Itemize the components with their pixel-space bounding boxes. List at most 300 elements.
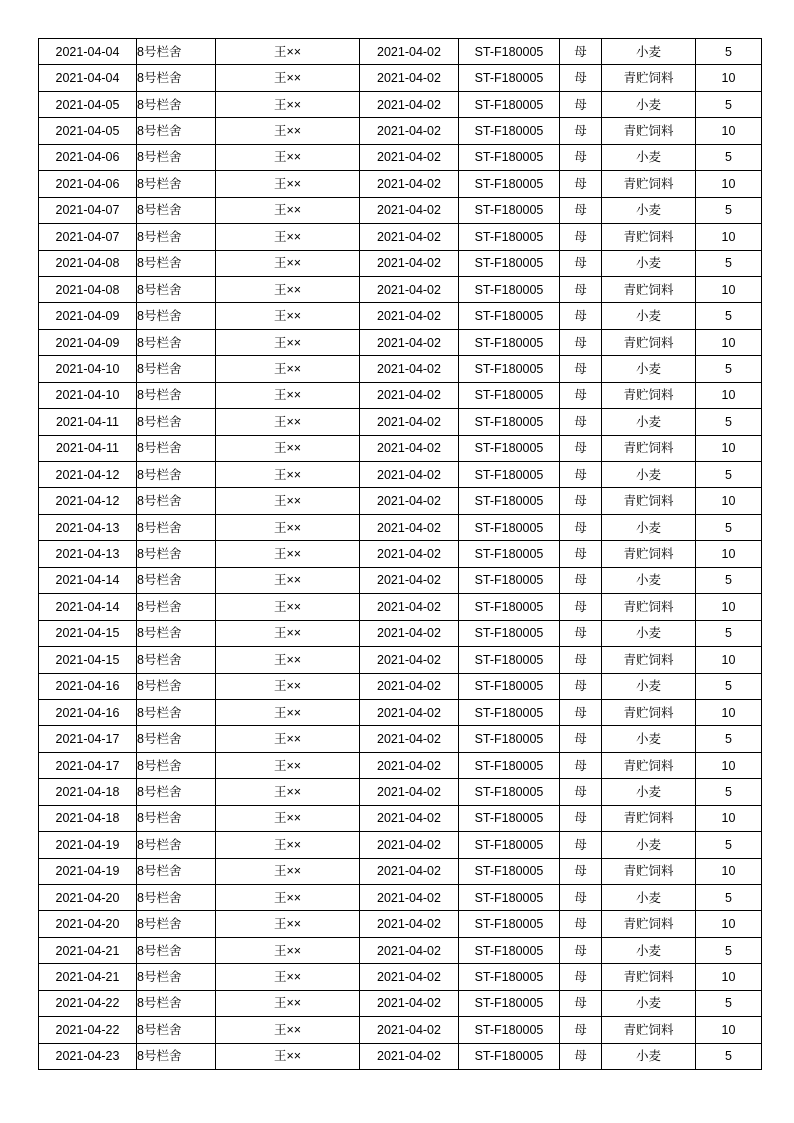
cell-date: 2021-04-13 [39, 541, 137, 567]
cell-date-2: 2021-04-02 [360, 937, 459, 963]
cell-sex: 母 [560, 329, 602, 355]
cell-date: 2021-04-09 [39, 303, 137, 329]
cell-person: 王×× [216, 673, 360, 699]
cell-animal-code: ST-F180005 [459, 885, 560, 911]
cell-date-2: 2021-04-02 [360, 541, 459, 567]
cell-animal-code: ST-F180005 [459, 699, 560, 725]
cell-person: 王×× [216, 620, 360, 646]
cell-date-2: 2021-04-02 [360, 144, 459, 170]
table-row [39, 197, 762, 223]
cell-person: 王×× [216, 858, 360, 884]
cell-feed-type: 青贮饲料 [602, 541, 696, 567]
cell-date: 2021-04-12 [39, 462, 137, 488]
cell-date: 2021-04-14 [39, 594, 137, 620]
cell-pen: 8号栏舍 [137, 303, 216, 329]
cell-animal-code: ST-F180005 [459, 964, 560, 990]
cell-feed-type: 小麦 [602, 885, 696, 911]
cell-pen: 8号栏舍 [137, 514, 216, 540]
cell-person: 王×× [216, 937, 360, 963]
table-row [39, 144, 762, 170]
cell-date: 2021-04-18 [39, 779, 137, 805]
table-body [39, 39, 762, 1070]
table-row [39, 171, 762, 197]
cell-animal-code: ST-F180005 [459, 594, 560, 620]
cell-sex: 母 [560, 647, 602, 673]
cell-date: 2021-04-20 [39, 911, 137, 937]
cell-sex: 母 [560, 594, 602, 620]
cell-animal-code: ST-F180005 [459, 462, 560, 488]
cell-sex: 母 [560, 779, 602, 805]
cell-pen: 8号栏舍 [137, 1017, 216, 1043]
cell-date-2: 2021-04-02 [360, 224, 459, 250]
cell-sex: 母 [560, 197, 602, 223]
cell-date-2: 2021-04-02 [360, 1043, 459, 1069]
cell-quantity: 10 [696, 647, 762, 673]
cell-feed-type: 小麦 [602, 91, 696, 117]
cell-date-2: 2021-04-02 [360, 356, 459, 382]
cell-feed-type: 青贮饲料 [602, 224, 696, 250]
cell-sex: 母 [560, 699, 602, 725]
cell-feed-type: 青贮饲料 [602, 65, 696, 91]
cell-pen: 8号栏舍 [137, 673, 216, 699]
cell-animal-code: ST-F180005 [459, 39, 560, 65]
cell-pen: 8号栏舍 [137, 382, 216, 408]
cell-sex: 母 [560, 276, 602, 302]
table-row [39, 541, 762, 567]
cell-date-2: 2021-04-02 [360, 171, 459, 197]
cell-date-2: 2021-04-02 [360, 488, 459, 514]
cell-person: 王×× [216, 409, 360, 435]
cell-date-2: 2021-04-02 [360, 832, 459, 858]
cell-person: 王×× [216, 91, 360, 117]
cell-feed-type: 小麦 [602, 250, 696, 276]
cell-pen: 8号栏舍 [137, 937, 216, 963]
cell-feed-type: 青贮饲料 [602, 118, 696, 144]
table-row [39, 91, 762, 117]
cell-person: 王×× [216, 885, 360, 911]
cell-date: 2021-04-06 [39, 171, 137, 197]
cell-date-2: 2021-04-02 [360, 885, 459, 911]
cell-pen: 8号栏舍 [137, 964, 216, 990]
cell-sex: 母 [560, 832, 602, 858]
cell-animal-code: ST-F180005 [459, 224, 560, 250]
cell-pen: 8号栏舍 [137, 91, 216, 117]
cell-person: 王×× [216, 39, 360, 65]
cell-date-2: 2021-04-02 [360, 382, 459, 408]
cell-feed-type: 小麦 [602, 197, 696, 223]
cell-date: 2021-04-04 [39, 65, 137, 91]
cell-quantity: 10 [696, 699, 762, 725]
cell-date-2: 2021-04-02 [360, 39, 459, 65]
cell-date-2: 2021-04-02 [360, 620, 459, 646]
cell-animal-code: ST-F180005 [459, 911, 560, 937]
cell-feed-type: 青贮饲料 [602, 805, 696, 831]
cell-pen: 8号栏舍 [137, 779, 216, 805]
cell-feed-type: 小麦 [602, 1043, 696, 1069]
cell-date-2: 2021-04-02 [360, 594, 459, 620]
cell-person: 王×× [216, 488, 360, 514]
table-row [39, 435, 762, 461]
cell-animal-code: ST-F180005 [459, 541, 560, 567]
cell-feed-type: 小麦 [602, 144, 696, 170]
cell-person: 王×× [216, 1043, 360, 1069]
cell-date-2: 2021-04-02 [360, 409, 459, 435]
cell-animal-code: ST-F180005 [459, 382, 560, 408]
cell-feed-type: 青贮饲料 [602, 276, 696, 302]
cell-sex: 母 [560, 118, 602, 144]
cell-feed-type: 青贮饲料 [602, 382, 696, 408]
table-row [39, 726, 762, 752]
cell-feed-type: 青贮饲料 [602, 1017, 696, 1043]
cell-pen: 8号栏舍 [137, 356, 216, 382]
cell-animal-code: ST-F180005 [459, 1043, 560, 1069]
cell-person: 王×× [216, 990, 360, 1016]
cell-animal-code: ST-F180005 [459, 65, 560, 91]
cell-feed-type: 青贮饲料 [602, 329, 696, 355]
cell-feed-type: 小麦 [602, 990, 696, 1016]
cell-quantity: 10 [696, 171, 762, 197]
cell-quantity: 10 [696, 964, 762, 990]
cell-quantity: 5 [696, 990, 762, 1016]
cell-animal-code: ST-F180005 [459, 250, 560, 276]
cell-date-2: 2021-04-02 [360, 91, 459, 117]
cell-person: 王×× [216, 382, 360, 408]
cell-pen: 8号栏舍 [137, 144, 216, 170]
cell-animal-code: ST-F180005 [459, 435, 560, 461]
cell-quantity: 5 [696, 514, 762, 540]
cell-sex: 母 [560, 752, 602, 778]
cell-sex: 母 [560, 726, 602, 752]
cell-quantity: 5 [696, 409, 762, 435]
cell-quantity: 5 [696, 144, 762, 170]
cell-sex: 母 [560, 937, 602, 963]
cell-date-2: 2021-04-02 [360, 567, 459, 593]
cell-pen: 8号栏舍 [137, 329, 216, 355]
cell-person: 王×× [216, 1017, 360, 1043]
cell-animal-code: ST-F180005 [459, 356, 560, 382]
cell-person: 王×× [216, 171, 360, 197]
feeding-record-table [38, 38, 762, 1070]
cell-date: 2021-04-10 [39, 382, 137, 408]
cell-date-2: 2021-04-02 [360, 858, 459, 884]
cell-sex: 母 [560, 250, 602, 276]
cell-quantity: 10 [696, 435, 762, 461]
cell-person: 王×× [216, 462, 360, 488]
cell-date: 2021-04-12 [39, 488, 137, 514]
cell-sex: 母 [560, 620, 602, 646]
table-row [39, 964, 762, 990]
table-row [39, 409, 762, 435]
cell-date-2: 2021-04-02 [360, 276, 459, 302]
table-row [39, 647, 762, 673]
cell-sex: 母 [560, 858, 602, 884]
cell-date: 2021-04-21 [39, 964, 137, 990]
cell-date: 2021-04-20 [39, 885, 137, 911]
cell-date: 2021-04-17 [39, 752, 137, 778]
cell-quantity: 5 [696, 39, 762, 65]
cell-quantity: 10 [696, 65, 762, 91]
cell-date: 2021-04-18 [39, 805, 137, 831]
cell-date-2: 2021-04-02 [360, 805, 459, 831]
cell-person: 王×× [216, 541, 360, 567]
cell-feed-type: 青贮饲料 [602, 964, 696, 990]
cell-sex: 母 [560, 541, 602, 567]
cell-animal-code: ST-F180005 [459, 673, 560, 699]
cell-date-2: 2021-04-02 [360, 726, 459, 752]
cell-date-2: 2021-04-02 [360, 699, 459, 725]
cell-feed-type: 小麦 [602, 726, 696, 752]
cell-sex: 母 [560, 990, 602, 1016]
cell-quantity: 5 [696, 250, 762, 276]
cell-quantity: 5 [696, 937, 762, 963]
cell-sex: 母 [560, 303, 602, 329]
cell-quantity: 10 [696, 329, 762, 355]
cell-animal-code: ST-F180005 [459, 303, 560, 329]
cell-feed-type: 青贮饲料 [602, 752, 696, 778]
cell-quantity: 5 [696, 1043, 762, 1069]
cell-date-2: 2021-04-02 [360, 779, 459, 805]
cell-animal-code: ST-F180005 [459, 91, 560, 117]
cell-quantity: 5 [696, 673, 762, 699]
cell-date-2: 2021-04-02 [360, 329, 459, 355]
cell-animal-code: ST-F180005 [459, 409, 560, 435]
cell-pen: 8号栏舍 [137, 805, 216, 831]
cell-date: 2021-04-09 [39, 329, 137, 355]
cell-person: 王×× [216, 118, 360, 144]
table-row [39, 1043, 762, 1069]
cell-sex: 母 [560, 39, 602, 65]
cell-quantity: 10 [696, 224, 762, 250]
cell-feed-type: 小麦 [602, 514, 696, 540]
cell-date-2: 2021-04-02 [360, 990, 459, 1016]
cell-animal-code: ST-F180005 [459, 171, 560, 197]
cell-pen: 8号栏舍 [137, 567, 216, 593]
table-row [39, 937, 762, 963]
cell-person: 王×× [216, 514, 360, 540]
cell-animal-code: ST-F180005 [459, 805, 560, 831]
table-row [39, 567, 762, 593]
cell-feed-type: 青贮饲料 [602, 911, 696, 937]
table-row [39, 303, 762, 329]
cell-person: 王×× [216, 435, 360, 461]
cell-feed-type: 青贮饲料 [602, 699, 696, 725]
table-row [39, 276, 762, 302]
cell-date-2: 2021-04-02 [360, 1017, 459, 1043]
cell-pen: 8号栏舍 [137, 118, 216, 144]
cell-feed-type: 小麦 [602, 620, 696, 646]
cell-quantity: 5 [696, 356, 762, 382]
cell-sex: 母 [560, 65, 602, 91]
cell-person: 王×× [216, 567, 360, 593]
cell-quantity: 10 [696, 911, 762, 937]
cell-pen: 8号栏舍 [137, 541, 216, 567]
cell-animal-code: ST-F180005 [459, 647, 560, 673]
cell-person: 王×× [216, 303, 360, 329]
table-row [39, 673, 762, 699]
cell-date-2: 2021-04-02 [360, 250, 459, 276]
table-row [39, 514, 762, 540]
cell-feed-type: 小麦 [602, 39, 696, 65]
cell-quantity: 10 [696, 276, 762, 302]
table-row [39, 250, 762, 276]
cell-date-2: 2021-04-02 [360, 514, 459, 540]
cell-quantity: 5 [696, 620, 762, 646]
cell-animal-code: ST-F180005 [459, 937, 560, 963]
cell-quantity: 5 [696, 832, 762, 858]
cell-date: 2021-04-11 [39, 435, 137, 461]
cell-animal-code: ST-F180005 [459, 118, 560, 144]
cell-person: 王×× [216, 65, 360, 91]
cell-quantity: 10 [696, 118, 762, 144]
cell-sex: 母 [560, 673, 602, 699]
cell-pen: 8号栏舍 [137, 620, 216, 646]
cell-sex: 母 [560, 409, 602, 435]
cell-date: 2021-04-15 [39, 620, 137, 646]
cell-person: 王×× [216, 329, 360, 355]
cell-date: 2021-04-19 [39, 832, 137, 858]
cell-pen: 8号栏舍 [137, 1043, 216, 1069]
cell-sex: 母 [560, 462, 602, 488]
cell-pen: 8号栏舍 [137, 726, 216, 752]
cell-pen: 8号栏舍 [137, 250, 216, 276]
cell-date-2: 2021-04-02 [360, 964, 459, 990]
cell-pen: 8号栏舍 [137, 858, 216, 884]
cell-feed-type: 小麦 [602, 462, 696, 488]
cell-quantity: 5 [696, 567, 762, 593]
cell-feed-type: 小麦 [602, 937, 696, 963]
table-row [39, 805, 762, 831]
cell-person: 王×× [216, 911, 360, 937]
cell-sex: 母 [560, 91, 602, 117]
cell-feed-type: 小麦 [602, 567, 696, 593]
cell-pen: 8号栏舍 [137, 699, 216, 725]
table-row [39, 65, 762, 91]
cell-animal-code: ST-F180005 [459, 858, 560, 884]
cell-sex: 母 [560, 356, 602, 382]
cell-sex: 母 [560, 144, 602, 170]
cell-feed-type: 青贮饲料 [602, 488, 696, 514]
cell-sex: 母 [560, 224, 602, 250]
cell-feed-type: 青贮饲料 [602, 594, 696, 620]
cell-feed-type: 小麦 [602, 303, 696, 329]
cell-person: 王×× [216, 356, 360, 382]
cell-pen: 8号栏舍 [137, 488, 216, 514]
cell-quantity: 10 [696, 805, 762, 831]
cell-quantity: 5 [696, 197, 762, 223]
cell-person: 王×× [216, 197, 360, 223]
cell-animal-code: ST-F180005 [459, 1017, 560, 1043]
cell-pen: 8号栏舍 [137, 594, 216, 620]
table-row [39, 488, 762, 514]
cell-quantity: 5 [696, 779, 762, 805]
cell-pen: 8号栏舍 [137, 197, 216, 223]
cell-date-2: 2021-04-02 [360, 65, 459, 91]
cell-quantity: 10 [696, 541, 762, 567]
cell-pen: 8号栏舍 [137, 65, 216, 91]
table-row [39, 885, 762, 911]
cell-animal-code: ST-F180005 [459, 276, 560, 302]
cell-animal-code: ST-F180005 [459, 726, 560, 752]
cell-date: 2021-04-10 [39, 356, 137, 382]
cell-person: 王×× [216, 699, 360, 725]
cell-pen: 8号栏舍 [137, 647, 216, 673]
cell-date: 2021-04-19 [39, 858, 137, 884]
cell-person: 王×× [216, 752, 360, 778]
table-row [39, 594, 762, 620]
cell-feed-type: 小麦 [602, 673, 696, 699]
cell-date: 2021-04-16 [39, 699, 137, 725]
cell-sex: 母 [560, 1017, 602, 1043]
cell-quantity: 10 [696, 594, 762, 620]
cell-pen: 8号栏舍 [137, 832, 216, 858]
cell-animal-code: ST-F180005 [459, 990, 560, 1016]
cell-person: 王×× [216, 276, 360, 302]
cell-date-2: 2021-04-02 [360, 118, 459, 144]
cell-quantity: 10 [696, 858, 762, 884]
table-row [39, 752, 762, 778]
table-row [39, 382, 762, 408]
table-row [39, 329, 762, 355]
table-row [39, 779, 762, 805]
table-row [39, 911, 762, 937]
cell-animal-code: ST-F180005 [459, 514, 560, 540]
cell-date: 2021-04-08 [39, 250, 137, 276]
table-row [39, 699, 762, 725]
cell-date: 2021-04-06 [39, 144, 137, 170]
cell-date: 2021-04-11 [39, 409, 137, 435]
cell-animal-code: ST-F180005 [459, 329, 560, 355]
cell-date-2: 2021-04-02 [360, 197, 459, 223]
cell-person: 王×× [216, 594, 360, 620]
cell-person: 王×× [216, 224, 360, 250]
cell-sex: 母 [560, 435, 602, 461]
cell-date: 2021-04-17 [39, 726, 137, 752]
cell-feed-type: 小麦 [602, 409, 696, 435]
cell-feed-type: 青贮饲料 [602, 435, 696, 461]
table-row [39, 620, 762, 646]
cell-person: 王×× [216, 805, 360, 831]
cell-date: 2021-04-05 [39, 118, 137, 144]
cell-date: 2021-04-05 [39, 91, 137, 117]
cell-date: 2021-04-07 [39, 224, 137, 250]
cell-date: 2021-04-15 [39, 647, 137, 673]
cell-person: 王×× [216, 647, 360, 673]
table-row [39, 1017, 762, 1043]
table-row [39, 462, 762, 488]
cell-date: 2021-04-07 [39, 197, 137, 223]
cell-date: 2021-04-23 [39, 1043, 137, 1069]
cell-quantity: 5 [696, 885, 762, 911]
cell-pen: 8号栏舍 [137, 39, 216, 65]
cell-quantity: 10 [696, 752, 762, 778]
cell-pen: 8号栏舍 [137, 224, 216, 250]
cell-animal-code: ST-F180005 [459, 752, 560, 778]
cell-date-2: 2021-04-02 [360, 647, 459, 673]
cell-feed-type: 青贮饲料 [602, 171, 696, 197]
cell-animal-code: ST-F180005 [459, 567, 560, 593]
cell-quantity: 5 [696, 462, 762, 488]
cell-animal-code: ST-F180005 [459, 197, 560, 223]
cell-pen: 8号栏舍 [137, 276, 216, 302]
cell-person: 王×× [216, 726, 360, 752]
cell-quantity: 10 [696, 488, 762, 514]
cell-person: 王×× [216, 964, 360, 990]
cell-feed-type: 小麦 [602, 832, 696, 858]
table-row [39, 990, 762, 1016]
cell-person: 王×× [216, 250, 360, 276]
cell-person: 王×× [216, 779, 360, 805]
cell-sex: 母 [560, 488, 602, 514]
